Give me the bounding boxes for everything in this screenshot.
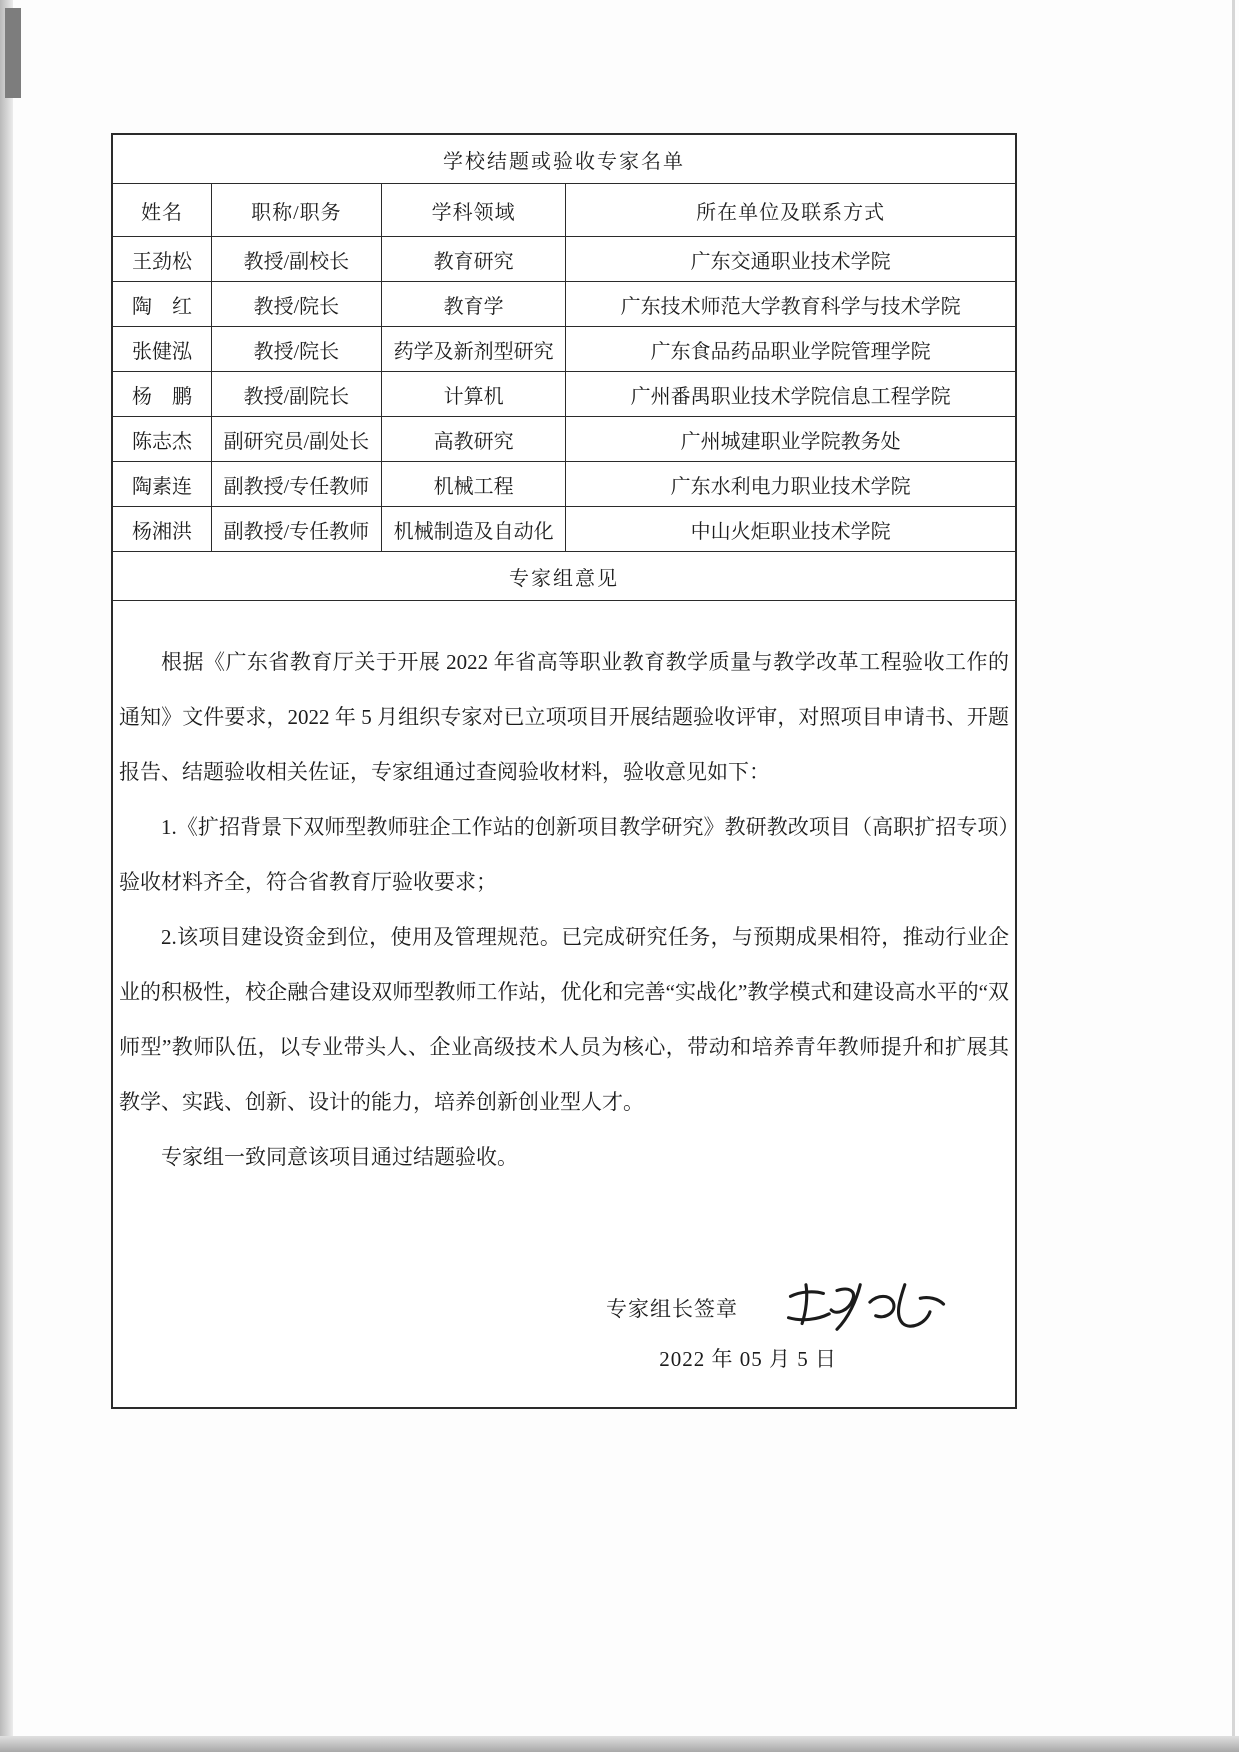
scan-artifact-left-edge [0,0,13,1752]
expert-org: 广东水利电力职业技术学院 [566,462,1016,507]
signature-row [119,1277,1009,1339]
expert-title: 副研究员/副处长 [211,417,381,462]
expert-title: 教授/院长 [211,327,381,372]
opinion-paragraph: 根据《广东省教育厅关于开展 2022 年省高等职业教育教学质量与教学改革工程验收工作的通知》文件要求，2022 年 5 月组织专家对已立项项目开展结题验收评审，对照项目申请书、开题报告、结题验收相关佐证，专家组通过查阅验收材料，验收意见如下： [119,650,1009,784]
expert-field: 教育研究 [381,237,565,282]
table-row [112,507,1016,552]
expert-field: 机械工程 [381,462,565,507]
table-title: 学校结题或验收专家名单 [112,134,1016,184]
expert-field: 教育学 [381,282,565,327]
expert-title: 教授/副院长 [211,372,381,417]
table-row [112,237,1016,282]
experts-table [111,133,1017,1409]
col-header-name: 姓名 [112,184,211,237]
scan-artifact-right-edge [1232,0,1235,1752]
signature-date: 2022 年 05 月 5 日 [659,1347,837,1371]
expert-org: 广州城建职业学院教务处 [566,417,1016,462]
signature-label: 专家组长签章 [606,1297,738,1321]
table-row [112,417,1016,462]
handwritten-signature [783,1277,951,1339]
expert-title: 副教授/专任教师 [211,507,381,552]
expert-field: 药学及新剂型研究 [381,327,565,372]
opinion-paragraph: 2.该项目建设资金到位，使用及管理规范。已完成研究任务，与预期成果相符，推动行业企业的积极性，校企融合建设双师型教师工作站，优化和完善“实战化”教学模式和建设高水平的“双师型”教师队伍，以专业带头人、企业高级技术人员为核心，带动和培养青年教师提升和扩展其教学、实践、创新、设计的能力，培养创新创业型人才。 [119,925,1009,1114]
expert-name: 陈志杰 [112,417,211,462]
opinion-section-title: 专家组意见 [112,552,1016,601]
expert-name: 杨湘洪 [112,507,211,552]
expert-org: 广东技术师范大学教育科学与技术学院 [566,282,1016,327]
expert-org: 广东食品药品职业学院管理学院 [566,327,1016,372]
expert-field: 计算机 [381,372,565,417]
expert-name: 陶素连 [112,462,211,507]
expert-title: 教授/院长 [211,282,381,327]
expert-org: 广东交通职业技术学院 [566,237,1016,282]
col-header-field: 学科领域 [381,184,565,237]
opinion-paragraph: 1.《扩招背景下双师型教师驻企工作站的创新项目教学研究》教研教改项目（高职扩招专项）验收材料齐全，符合省教育厅验收要求； [119,815,1009,894]
expert-field: 机械制造及自动化 [381,507,565,552]
col-header-title: 职称/职务 [211,184,381,237]
col-header-org: 所在单位及联系方式 [566,184,1016,237]
expert-org: 广州番禺职业技术学院信息工程学院 [566,372,1016,417]
scan-artifact-top-left [5,8,21,98]
expert-title: 教授/副校长 [211,237,381,282]
expert-field: 高教研究 [381,417,565,462]
table-row [112,327,1016,372]
opinion-paragraph: 专家组一致同意该项目通过结题验收。 [161,1145,518,1169]
expert-name: 杨 鹏 [112,372,211,417]
opinion-cell [112,601,1016,1409]
expert-name: 王劲松 [112,237,211,282]
scan-artifact-bottom-edge [0,1736,1239,1752]
table-row [112,372,1016,417]
expert-name: 张健泓 [112,327,211,372]
table-row [112,282,1016,327]
expert-name: 陶 红 [112,282,211,327]
expert-title: 副教授/专任教师 [211,462,381,507]
expert-org: 中山火炬职业技术学院 [566,507,1016,552]
table-row [112,462,1016,507]
